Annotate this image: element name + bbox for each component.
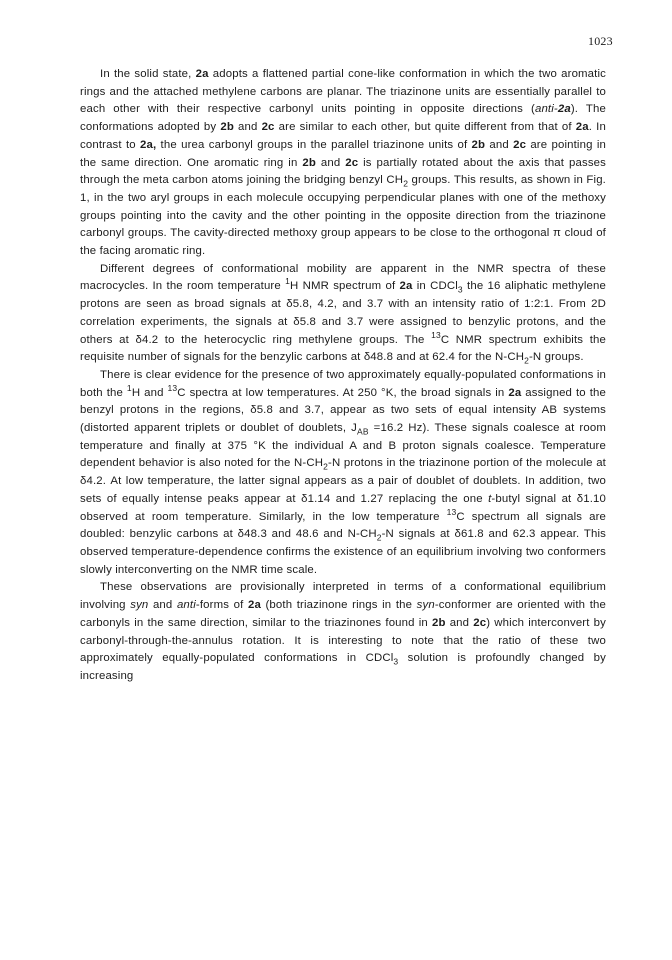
bold-compound-label: 2a — [195, 68, 209, 80]
bold-compound-label: 2c — [473, 616, 487, 629]
bold-compound-label: 2c — [345, 156, 359, 169]
paragraph-conformational-mobility — [80, 261, 606, 367]
text-run: H NMR spectrum of — [289, 280, 400, 293]
subscript-text: 2 — [323, 461, 329, 472]
text-run: -N groups. — [528, 351, 584, 364]
bold-compound-label: 2a — [508, 386, 522, 399]
bold-compound-label: 2a — [247, 599, 261, 612]
text-run: is partially rotated about the axis that passes through the meta carbon atoms joining the bridging benzyl CH — [80, 156, 606, 187]
text-run: -N signals at δ61.8 and 62.3 appear. This observed temperature-dependence confirms the existence of an equilibrium involving two conformers slowly interconverting on the NMR time scale. — [80, 528, 606, 576]
text-run: . In contrast to — [80, 121, 606, 151]
superscript-text: 1 — [126, 382, 132, 393]
subscript-text: 2 — [376, 532, 382, 543]
bold-compound-label: 2a — [575, 121, 589, 134]
text-run: groups. This results, as shown in Fig. 1, in the two aryl groups in each molecule occupying perpendicular planes with one of the methoxy groups pointing into the cavity and the other pointing in the opposite direction from the triazinone carbonyl groups. The cavity-directed methoxy group appears to be close to the orthogonal π cloud of the facing aromatic ring. — [80, 174, 606, 258]
italic-text: t — [488, 492, 492, 505]
bold-compound-label: 2a — [557, 103, 571, 116]
bold-compound-label: 2c — [261, 121, 275, 134]
text-run: ) which interconvert by carbonyl-through-the-annulus rotation. It is interesting to note that the ratio of these two approximately equally-populated conformations in CDCl — [80, 616, 606, 665]
text-run: the urea carbonyl groups in the parallel triazinone units of — [156, 138, 472, 151]
text-run: and — [485, 138, 514, 151]
text-run: in CDCl — [412, 280, 458, 293]
paragraph-low-temperature-evidence — [80, 367, 606, 579]
text-run: There is clear evidence for the presence of two approximately equally-populated conformations in both the — [80, 368, 606, 399]
text-run: and — [315, 156, 346, 169]
text-run: These observations are provisionally interpreted in terms of a conformational equilibrium involving — [80, 581, 606, 612]
bold-compound-label: 2b — [432, 616, 446, 629]
text-run: ). The conformations adopted by — [80, 103, 606, 134]
text-run: -N protons in the triazinone portion of the molecule at δ4.2. At low temperature, the latter signal appears as a pair of doublet of doublets. In addition, two sets of equally intense peaks appear at δ1.14 and 1.27 replacing the one — [80, 457, 606, 505]
bold-compound-label: 2b — [302, 156, 316, 169]
text-run: the 16 aliphatic methylene protons are seen as broad signals at δ5.8, 4.2, and 3.7 with an intensity ratio of 1:2:1. From 2D correlation experiments, the signals at δ5.8 and 3.7 were assigned to benzylic protons, and the others at δ4.2 to the heterocyclic ring methylene groups. The — [80, 280, 607, 346]
bold-compound-label: 2b — [471, 138, 486, 151]
text-run: =16.2 Hz). These signals coalesce at room temperature and finally at 375 °K the individual A and B proton signals coalesce. Temperature dependent behavior is also noted for the N-CH — [80, 422, 606, 470]
text-run: adopts a flattened partial cone-like conformation in which the two aromatic rings and the attached methylene carbons are planar. The triazinone units are essentially parallel to each other with their respective carbonyl units pointing in opposite directions ( — [80, 68, 607, 116]
text-run: are similar to each other, but quite different from that of — [274, 121, 576, 134]
text-run: -forms of — [195, 599, 248, 612]
text-run: H and — [131, 386, 168, 399]
subscript-text: 2 — [403, 178, 409, 189]
bold-compound-label: 2a — [399, 280, 413, 293]
text-run: and — [445, 616, 474, 629]
italic-text: syn — [130, 599, 149, 612]
subscript-text: 2 — [524, 355, 529, 366]
superscript-text: 13 — [431, 329, 441, 340]
text-run: -butyl signal at δ1.10 observed at room temperature. Similarly, in the low temperature — [80, 492, 606, 523]
text-run: C spectrum all signals are doubled: benzylic carbons at δ48.3 and 48.6 and N-CH — [80, 510, 606, 541]
text-run: (both triazinone rings in the — [260, 599, 417, 612]
text-run: C spectra at low temperatures. At 250 °K, the broad signals in — [177, 386, 509, 399]
superscript-text: 13 — [167, 382, 178, 393]
text-run: -conformer are oriented with the carbonyls in the same direction, similar to the triazinones found in — [80, 599, 606, 629]
italic-text: anti — [176, 599, 196, 612]
superscript-text: 13 — [446, 506, 457, 517]
bold-compound-label: 2a, — [140, 138, 157, 151]
italic-text: syn — [416, 599, 435, 612]
text-run: and — [148, 599, 177, 612]
paragraph-solid-state-conformation — [80, 66, 606, 261]
subscript-text: 3 — [457, 284, 463, 295]
superscript-text: 1 — [285, 276, 290, 287]
text-run: and — [233, 121, 262, 134]
bold-compound-label: 2c — [513, 138, 527, 151]
paragraph-syn-anti-interpretation — [80, 579, 606, 685]
bold-compound-label: 2b — [220, 121, 234, 134]
subscript-text: AB — [357, 426, 369, 437]
text-run: assigned to the benzyl protons in the regions, δ5.8 and 3.7, appear as two sets of equal intensity AB systems (distorted apparent triplets or doublet of doublets, J — [80, 386, 606, 435]
text-run: C NMR spectrum exhibits the requisite number of signals for the benzylic carbons at δ48.8 and at 62.4 for the N-CH — [80, 333, 606, 364]
subscript-text: 3 — [393, 656, 399, 667]
italic-text: anti- — [534, 103, 558, 116]
page-number: 1023 — [588, 34, 613, 48]
text-run: are pointing in the same direction. One aromatic ring in — [80, 138, 606, 169]
text-run: In the solid state, — [100, 68, 196, 80]
text-run: solution is profoundly changed by increasing — [80, 652, 606, 682]
body-text — [80, 66, 606, 686]
text-run: Different degrees of conformational mobility are apparent in the NMR spectra of these macrocycles. In the room temperature — [80, 262, 606, 293]
